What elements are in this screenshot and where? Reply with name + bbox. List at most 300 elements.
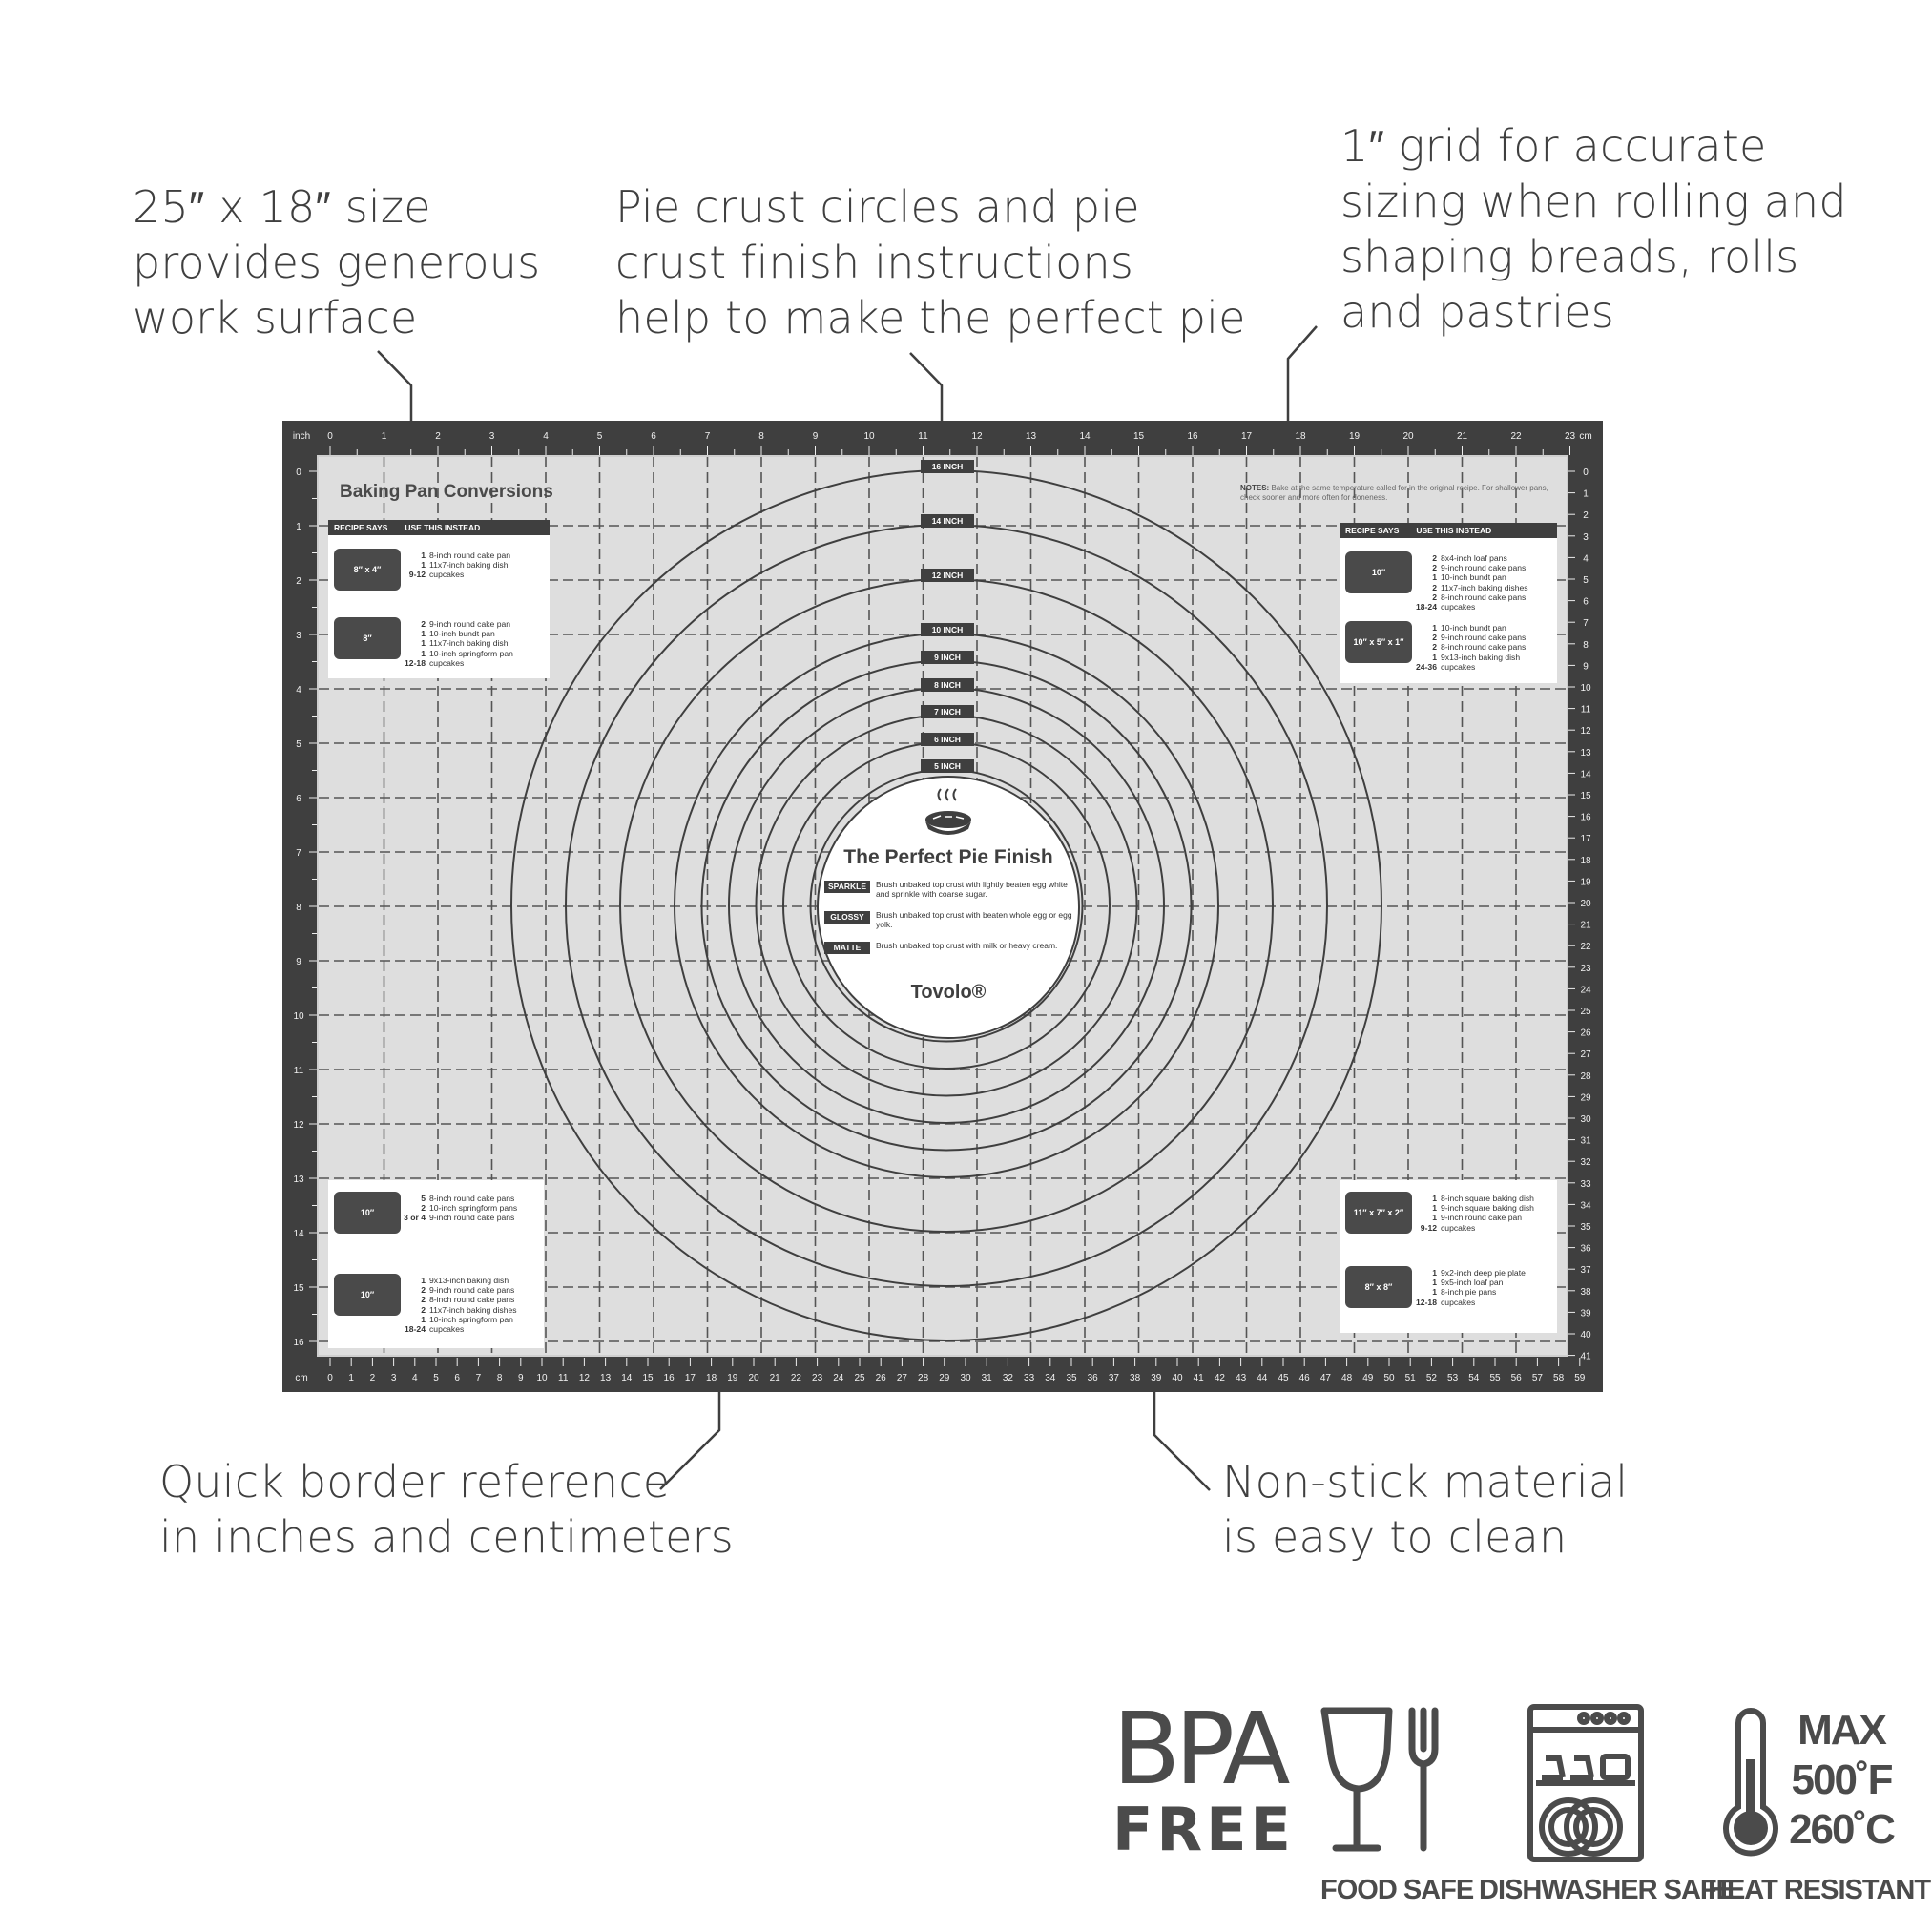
conversion-item: [403, 560, 510, 570]
pan-illustration: 10″: [334, 1192, 401, 1234]
circle-label-12: 12 INCH: [921, 569, 974, 582]
ruler-tick-label: 15: [642, 1373, 654, 1383]
conversion-list: [403, 1194, 517, 1223]
ruler-tick-label: 54: [1468, 1373, 1480, 1383]
conversion-item: [403, 658, 513, 668]
conversions-title: Baking Pan Conversions: [340, 482, 553, 502]
ruler-tick-label: 24: [833, 1373, 844, 1383]
conversion-list: [1414, 623, 1526, 672]
finish-tag: MATTE: [824, 942, 870, 954]
conversion-item: [403, 1203, 517, 1213]
col-use-instead: USE THIS INSTEAD: [1416, 526, 1492, 535]
pie-icon: [920, 787, 977, 844]
food-safe-icon: [1317, 1703, 1460, 1865]
ruler-tick-label: 43: [1236, 1373, 1247, 1383]
conversion-qty: 2: [421, 1285, 426, 1296]
conversion-pan: 8-inch square baking dish: [1441, 1194, 1534, 1203]
ruler-tick-label: 25: [1580, 1007, 1591, 1017]
ruler-tick-label: 25: [854, 1373, 865, 1383]
conversion-pan: cupcakes: [429, 1324, 465, 1335]
ruler-tick-label: 5: [1583, 575, 1589, 586]
ruler-tick-label: 15: [1580, 791, 1591, 801]
ruler-tick-label: 14: [1079, 431, 1091, 442]
conversion-item: [1414, 592, 1528, 602]
ruler-tick-label: 36: [1087, 1373, 1098, 1383]
ruler-tick-label: 58: [1553, 1373, 1565, 1383]
ruler-tick-label: 52: [1425, 1373, 1437, 1383]
free-text: FREE: [1112, 1795, 1295, 1864]
conversion-qty: 1: [421, 629, 426, 639]
conversion-pan: 9-inch round cake pans: [429, 1213, 515, 1223]
ruler-tick-label: 55: [1489, 1373, 1501, 1383]
ruler-tick-label: 49: [1362, 1373, 1374, 1383]
ruler-tick-label: 18: [706, 1373, 717, 1383]
ruler-tick-label: 30: [960, 1373, 971, 1383]
conversion-pan: 8-inch round cake pans: [429, 1194, 515, 1203]
conversion-pan: 10-inch bundt pan: [1441, 623, 1506, 633]
ruler-tick-label: 15: [293, 1283, 304, 1294]
dishwasher-icon: [1527, 1703, 1645, 1865]
finish-row-sparkle: [824, 881, 1082, 899]
ruler-tick-label: 3: [390, 1373, 397, 1383]
panel-header: [328, 520, 550, 535]
conversion-pan: cupcakes: [429, 570, 465, 580]
ruler-tick-label: 3: [488, 431, 495, 442]
ruler-tick-label: 56: [1510, 1373, 1522, 1383]
ruler-tick-label: 29: [1580, 1092, 1591, 1104]
conversion-item: [1414, 1194, 1534, 1203]
ruler-tick-label: 17: [1580, 834, 1591, 845]
ruler-tick-label: 8: [496, 1373, 503, 1383]
conversion-item: [403, 1315, 517, 1324]
pan-illustration: 11″ x 7″ x 2″: [1345, 1192, 1412, 1234]
conversion-qty: 1: [1432, 1194, 1437, 1203]
finish-row-glossy: [824, 911, 1082, 929]
ruler-tick-label: 34: [1580, 1200, 1591, 1212]
ruler-tick-label: 40: [1172, 1373, 1183, 1383]
conversion-list: [1414, 1194, 1534, 1233]
bpa-free-badge: [1112, 1691, 1295, 1864]
ruler-tick-label: 26: [1580, 1028, 1591, 1039]
leader-border: [660, 1384, 719, 1489]
conversion-qty: 1: [421, 560, 426, 571]
ruler-tick-label: 14: [621, 1373, 633, 1383]
ruler-tick-label: 37: [1580, 1265, 1591, 1277]
conversion-qty: 2: [1432, 582, 1437, 592]
ruler-tick-label: 12: [1580, 726, 1591, 737]
ruler-tick-label: 6: [1583, 596, 1589, 608]
ruler-tick-label: 6: [454, 1373, 460, 1383]
ruler-tick-label: 16: [1187, 431, 1198, 442]
ruler-tick-label: 23: [1564, 431, 1576, 442]
col-recipe-says: RECIPE SAYS: [1345, 526, 1400, 535]
conversion-qty: 1: [421, 1314, 426, 1324]
dishwasher-safe-label: DISHWASHER SAFE: [1479, 1875, 1734, 1905]
conversion-pan: 11x7-inch baking dish: [429, 638, 509, 649]
conversion-qty: 1: [421, 1276, 426, 1285]
conversion-item: [1414, 623, 1526, 633]
conversion-qty: 2: [421, 1203, 426, 1214]
ruler-tick-label: 20: [748, 1373, 759, 1383]
ruler-tick-label: 4: [296, 685, 301, 696]
ruler-tick-label: 1: [348, 1373, 354, 1383]
heat-values: [1779, 1706, 1903, 1855]
conversion-item: [403, 570, 510, 579]
conversion-item: [403, 1213, 517, 1222]
ruler-tick-label: 11: [1580, 704, 1591, 716]
conversion-pan: 8-inch pie pans: [1441, 1287, 1497, 1298]
ruler-tick-label: 4: [412, 1373, 418, 1383]
ruler-tick-label: 20: [1580, 899, 1591, 909]
conversion-pan: 8-inch round cake pans: [1441, 642, 1527, 653]
ruler-tick-label: 22: [1510, 431, 1522, 442]
ruler-tick-label: 8: [758, 431, 764, 442]
circle-label-14: 14 INCH: [921, 514, 974, 528]
conversion-item: [403, 619, 513, 629]
circle-label-5: 5 INCH: [921, 759, 974, 773]
conversion-pan: 9-inch round cake pan: [429, 619, 511, 629]
conversion-list: [403, 551, 510, 580]
conversion-item: [1414, 1213, 1534, 1222]
ruler-tick-label: 2: [296, 576, 301, 587]
ruler-tick-label: 10: [536, 1373, 548, 1383]
heat-max: MAX: [1797, 1707, 1885, 1754]
conversion-pan: 9x2-inch deep pie plate: [1441, 1268, 1526, 1278]
ruler-tick-label: 28: [918, 1373, 929, 1383]
ruler-tick-label: 13: [1025, 431, 1037, 442]
heat-fahrenheit: 500˚F: [1791, 1756, 1892, 1803]
conversion-qty: 12-18: [405, 657, 426, 668]
conversion-item: [1414, 662, 1526, 672]
conversion-qty: 1: [1432, 1278, 1437, 1288]
ruler-tick-label: 32: [1580, 1157, 1591, 1169]
conversion-list: [1414, 1268, 1526, 1307]
ruler-tick-label: 16: [293, 1338, 304, 1348]
conversion-qty: 1: [1432, 1268, 1437, 1278]
col-use-instead: USE THIS INSTEAD: [405, 523, 481, 532]
callout-size: 25″ x 18″ size provides generous work surface: [133, 181, 541, 343]
ruler-tick-label: 7: [1583, 618, 1589, 630]
ruler-tick-label: 23: [812, 1373, 823, 1383]
ruler-tick-label: 20: [1402, 431, 1414, 442]
conversion-qty: 1: [1432, 1213, 1437, 1223]
conversion-item: [403, 649, 513, 658]
conversion-pan: 8-inch round cake pans: [429, 1295, 515, 1305]
ruler-tick-label: 32: [1002, 1373, 1013, 1383]
ruler-tick-label: 9: [812, 431, 819, 442]
ruler-tick-label: 21: [1580, 920, 1591, 931]
ruler-tick-label: 42: [1214, 1373, 1225, 1383]
ruler-tick-label: 1: [381, 431, 387, 442]
ruler-tick-label: 2: [1583, 510, 1589, 522]
ruler-tick-label: 18: [1295, 431, 1306, 442]
circle-label-10: 10 INCH: [921, 623, 974, 636]
conversion-panel-top-left: [328, 520, 550, 678]
conversion-pan: 9-inch round cake pans: [1441, 563, 1527, 573]
conversion-qty: 1: [421, 551, 426, 560]
conversion-notes: [1240, 484, 1555, 503]
conversion-qty: 12-18: [1416, 1297, 1437, 1307]
conversion-pan: 11x7-inch baking dishes: [1441, 582, 1528, 592]
ruler-unit-inch: inch: [292, 431, 311, 442]
ruler-tick-label: 45: [1278, 1373, 1289, 1383]
conversion-pan: cupcakes: [429, 657, 465, 668]
ruler-tick-label: 16: [663, 1373, 675, 1383]
food-safe-label: FOOD SAFE: [1320, 1875, 1474, 1905]
ruler-tick-label: 29: [939, 1373, 950, 1383]
circle-label-6: 6 INCH: [921, 733, 974, 746]
conversion-panel-bottom-left: [328, 1180, 544, 1348]
ruler-tick-label: 14: [293, 1229, 304, 1239]
ruler-tick-label: 31: [981, 1373, 992, 1383]
ruler-tick-label: 1: [296, 522, 301, 532]
ruler-tick-label: 39: [1151, 1373, 1162, 1383]
finish-text: Brush unbaked top crust with milk or heavy cream.: [876, 941, 1058, 950]
ruler-tick-label: 51: [1404, 1373, 1416, 1383]
conversion-list: [1414, 553, 1528, 612]
brand-logo: Tovolo®: [910, 982, 987, 1003]
ruler-tick-label: 5: [596, 431, 603, 442]
conversion-item: [403, 1305, 517, 1315]
ruler-tick-label: 19: [1348, 431, 1361, 442]
ruler-tick-label: 21: [1456, 431, 1468, 442]
conversion-qty: 1: [1432, 652, 1437, 662]
ruler-tick-label: 0: [327, 1373, 333, 1383]
ruler-tick-label: 46: [1298, 1373, 1310, 1383]
conversion-item: [1414, 1298, 1526, 1307]
ruler-tick-label: 9: [1583, 661, 1589, 673]
ruler-tick-label: 9: [296, 957, 301, 967]
ruler-tick-label: 10: [1580, 683, 1591, 694]
conversion-item: [403, 638, 513, 648]
conversion-pan: 9-inch round cake pan: [1441, 1213, 1523, 1223]
ruler-tick-label: 34: [1045, 1373, 1056, 1383]
ruler-tick-label: 33: [1580, 1178, 1591, 1190]
conversion-item: [1414, 572, 1528, 582]
pan-illustration: 10″: [334, 1274, 401, 1316]
conversion-pan: cupcakes: [1441, 1297, 1476, 1307]
conversion-qty: 1: [1432, 1203, 1437, 1214]
pie-finish-circle: [817, 776, 1080, 1039]
finish-text: Brush unbaked top crust with lightly beaten egg white and sprinkle with coarse sugar.: [876, 880, 1068, 899]
conversion-item: [403, 629, 513, 638]
conversion-qty: 9-12: [1420, 1222, 1437, 1233]
conversion-qty: 2: [1432, 563, 1437, 573]
conversion-item: [1414, 1268, 1526, 1278]
pan-illustration: 10″ x 5″ x 1″: [1345, 621, 1412, 663]
ruler-tick-label: 2: [369, 1373, 376, 1383]
ruler-tick-label: 41: [1580, 1351, 1591, 1362]
ruler-tick-label: 53: [1447, 1373, 1459, 1383]
ruler-tick-label: 37: [1108, 1373, 1119, 1383]
conversion-pan: 8-inch round cake pan: [429, 551, 511, 560]
conversion-item: [1414, 583, 1528, 592]
conversion-pan: 9x13-inch baking dish: [1441, 652, 1521, 662]
conversion-item: [1414, 1203, 1534, 1213]
ruler-tick-label: 23: [1580, 963, 1591, 974]
circle-label-7: 7 INCH: [921, 705, 974, 718]
ruler-tick-label: 10: [293, 1011, 304, 1022]
ruler-tick-label: 13: [600, 1373, 612, 1383]
notes-label: NOTES:: [1240, 484, 1270, 492]
conversion-pan: 11x7-inch baking dish: [429, 560, 509, 571]
ruler-tick-label: 19: [1580, 877, 1591, 888]
ruler-tick-label: 15: [1132, 431, 1145, 442]
callout-border-reference: Quick border reference in inches and centimeters: [159, 1456, 734, 1563]
ruler-tick-label: 22: [790, 1373, 801, 1383]
ruler-tick-label: 47: [1319, 1373, 1331, 1383]
conversion-pan: 10-inch springform pan: [429, 648, 513, 658]
conversion-pan: 10-inch bundt pan: [1441, 572, 1506, 583]
conversion-qty: 2: [1432, 592, 1437, 602]
conversion-qty: 2: [421, 619, 426, 629]
ruler-tick-label: 27: [896, 1373, 907, 1383]
conversion-pan: 10-inch springform pan: [429, 1314, 513, 1324]
ruler-tick-label: 57: [1531, 1373, 1543, 1383]
conversion-pan: cupcakes: [1441, 602, 1476, 613]
thermometer-icon: [1717, 1702, 1784, 1864]
conversion-qty: 1: [421, 648, 426, 658]
conversion-qty: 18-24: [1416, 602, 1437, 613]
conversion-item: [1414, 1287, 1526, 1297]
pastry-mat: [282, 421, 1603, 1392]
ruler-tick-label: 33: [1024, 1373, 1035, 1383]
ruler-tick-label: 6: [651, 431, 656, 442]
ruler-tick-label: 11: [918, 431, 928, 442]
conversion-item: [1414, 602, 1528, 612]
conversion-qty: 2: [421, 1295, 426, 1305]
conversion-pan: 9-inch square baking dish: [1441, 1203, 1534, 1214]
conversion-panel-bottom-right: [1340, 1180, 1557, 1333]
ruler-tick-label: 1: [1583, 488, 1589, 500]
ruler-tick-label: 28: [1580, 1070, 1591, 1082]
ruler-tick-label: 26: [875, 1373, 886, 1383]
heat-celsius: 260˚C: [1789, 1806, 1894, 1853]
bpa-text: BPA: [1112, 1691, 1285, 1807]
ruler-tick-label: 35: [1066, 1373, 1077, 1383]
conversion-pan: cupcakes: [1441, 1222, 1476, 1233]
ruler-tick-label: 22: [1580, 942, 1591, 953]
conversion-item: [1414, 1278, 1526, 1287]
conversion-item: [403, 1194, 517, 1203]
ruler-unit-cm-bottom: cm: [295, 1373, 308, 1383]
conversion-pan: 10-inch springform pans: [429, 1203, 518, 1214]
ruler-tick-label: 12: [293, 1120, 304, 1131]
ruler-tick-label: 9: [518, 1373, 524, 1383]
conversion-pan: 9x13-inch baking dish: [429, 1276, 509, 1285]
conversion-item: [1414, 563, 1528, 572]
conversion-qty: 1: [1432, 572, 1437, 583]
callout-grid: 1″ grid for accurate sizing when rolling and shaping breads, rolls and pastries: [1340, 120, 1847, 338]
ruler-tick-label: 48: [1341, 1373, 1353, 1383]
ruler-tick-label: 18: [1580, 855, 1591, 866]
conversion-pan: cupcakes: [1441, 661, 1476, 672]
ruler-tick-label: 50: [1383, 1373, 1395, 1383]
ruler-tick-label: 17: [1240, 431, 1253, 442]
conversion-qty: 1: [421, 638, 426, 649]
ruler-tick-label: 12: [971, 431, 983, 442]
heat-resistant-label: HEAT RESISTANT: [1708, 1875, 1931, 1905]
ruler-tick-label: 11: [293, 1066, 304, 1076]
callout-non-stick: Non-stick material is easy to clean: [1222, 1456, 1629, 1563]
conversion-list: [403, 1276, 517, 1334]
ruler-tick-label: 11: [558, 1373, 569, 1383]
ruler-tick-label: 8: [296, 903, 301, 913]
ruler-tick-label: 30: [1580, 1114, 1591, 1125]
ruler-tick-label: 10: [863, 431, 875, 442]
conversion-pan: 9x5-inch loaf pan: [1441, 1278, 1504, 1288]
ruler-tick-label: 35: [1580, 1222, 1591, 1233]
circle-label-8: 8 INCH: [921, 678, 974, 692]
ruler-tick-label: 16: [1580, 812, 1591, 823]
conversion-item: [403, 1285, 517, 1295]
conversion-qty: 3 or 4: [404, 1213, 426, 1223]
conversion-item: [1414, 1223, 1534, 1233]
pie-finish-title: The Perfect Pie Finish: [843, 846, 1053, 868]
ruler-tick-label: 19: [727, 1373, 738, 1383]
conversion-pan: 8x4-inch loaf pans: [1441, 553, 1507, 563]
conversion-qty: 2: [1432, 642, 1437, 653]
ruler-tick-label: 39: [1580, 1308, 1591, 1319]
ruler-tick-label: 31: [1580, 1135, 1591, 1147]
ruler-tick-label: 17: [684, 1373, 696, 1383]
conversion-item: [403, 551, 510, 560]
conversion-qty: 9-12: [408, 570, 426, 580]
pan-illustration: 8″ x 4″: [334, 549, 401, 591]
ruler-tick-label: 24: [1580, 985, 1591, 996]
ruler-tick-label: 59: [1574, 1373, 1586, 1383]
conversion-qty: 5: [421, 1194, 426, 1203]
ruler-tick-label: 41: [1193, 1373, 1204, 1383]
finish-text: Brush unbaked top crust with beaten whole egg or egg yolk.: [876, 910, 1072, 929]
conversion-qty: 1: [1432, 623, 1437, 633]
panel-header: [1340, 523, 1557, 538]
conversion-qty: 2: [1432, 633, 1437, 643]
ruler-tick-label: 21: [769, 1373, 780, 1383]
ruler-tick-label: 7: [704, 431, 711, 442]
col-recipe-says: RECIPE SAYS: [334, 523, 388, 532]
ruler-tick-label: 38: [1130, 1373, 1141, 1383]
pan-illustration: 10″: [1345, 551, 1412, 593]
conversion-qty: 2: [421, 1304, 426, 1315]
ruler-tick-label: 3: [1583, 531, 1589, 543]
conversion-item: [403, 1276, 517, 1285]
ruler-tick-label: 7: [475, 1373, 482, 1383]
conversion-item: [1414, 553, 1528, 563]
ruler-tick-label: 36: [1580, 1243, 1591, 1255]
ruler-tick-label: 4: [543, 431, 549, 442]
ruler-tick-label: 5: [296, 739, 301, 750]
ruler-tick-label: 3: [296, 631, 301, 641]
ruler-tick-label: 44: [1257, 1373, 1268, 1383]
mat-work-surface: [319, 457, 1567, 1355]
conversion-item: [1414, 633, 1526, 642]
conversion-qty: 24-36: [1416, 661, 1437, 672]
ruler-tick-label: 0: [1583, 467, 1589, 478]
notes-text: Bake at the same temperature called for in the original recipe. For shallower pans, check sooner and more often for doneness.: [1240, 484, 1548, 502]
conversion-item: [403, 1295, 517, 1304]
ruler-tick-label: 0: [327, 431, 333, 442]
conversion-panel-top-right: [1340, 523, 1557, 683]
conversion-pan: 10-inch bundt pan: [429, 629, 495, 639]
conversion-pan: 9-inch round cake pans: [1441, 633, 1527, 643]
circle-label-16: 16 INCH: [921, 460, 974, 473]
finish-row-matte: [824, 942, 1082, 954]
conversion-pan: 8-inch round cake pans: [1441, 592, 1527, 602]
conversion-item: [1414, 642, 1526, 652]
conversion-item: [1414, 653, 1526, 662]
ruler-tick-label: 13: [1580, 747, 1591, 758]
